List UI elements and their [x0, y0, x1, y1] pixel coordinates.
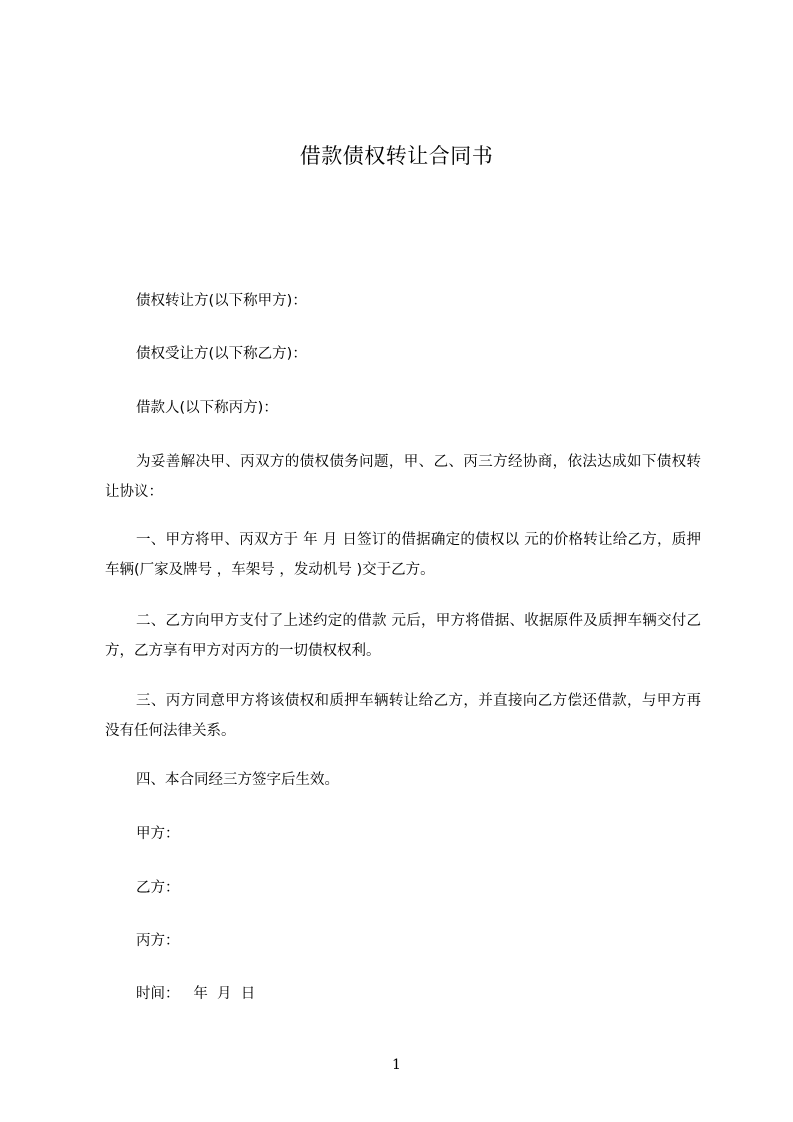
page-number: 1	[392, 1057, 401, 1073]
preamble-paragraph: 为妥善解决甲、丙双方的债权债务问题，甲、乙、丙三方经协商，依法达成如下债权转让协议：	[105, 454, 701, 500]
clause-1-paragraph: 一、甲方将甲、丙双方于 年 月 日签订的借据确定的债权以 元的价格转让给乙方，质押车辆(厂家及牌号 ，车架号 ，发动机号 )交于乙方。	[105, 532, 701, 578]
transferor-line: 债权转让方(以下称甲方)：	[136, 293, 307, 309]
document-title: 借款债权转让合同书	[299, 144, 494, 168]
clause-4-line: 四、本合同经三方签字后生效。	[136, 772, 339, 788]
borrower-line: 借款人(以下称丙方)：	[136, 400, 278, 416]
signature-date: 时间： 年 月 日	[136, 986, 256, 1002]
transferee-line: 债权受让方(以下称乙方)：	[136, 346, 307, 362]
signature-party-a: 甲方：	[136, 826, 180, 842]
clause-3-paragraph: 三、丙方同意甲方将该债权和质押车辆转让给乙方，并直接向乙方偿还借款，与甲方再没有任何法律关系。	[105, 693, 701, 739]
signature-party-c: 丙方：	[136, 933, 180, 949]
clause-2-paragraph: 二、乙方向甲方支付了上述约定的借款 元后，甲方将借据、收据原件及质押车辆交付乙方，乙方享有甲方对丙方的一切债权权利。	[105, 613, 701, 659]
signature-party-b: 乙方：	[136, 880, 180, 896]
